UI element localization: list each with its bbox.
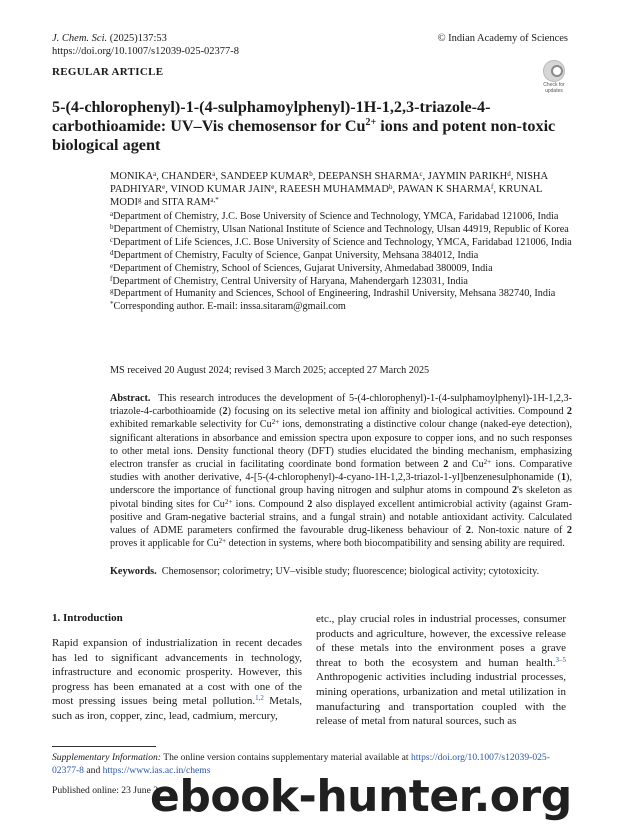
affiliation-item (110, 224, 572, 237)
author-name: RAEESH MUHAMMAD (279, 184, 389, 195)
keywords-label: Keywords. (110, 566, 157, 577)
publisher-notice: © Indian Academy of Sciences (437, 33, 568, 44)
author-name: JAYMIN PARIKH (427, 171, 508, 182)
affiliation-item (110, 250, 572, 263)
keywords (110, 566, 572, 577)
author-affiliation-mark: a (153, 170, 157, 178)
author-affiliation-mark: e (271, 183, 275, 191)
affiliation-item (110, 301, 572, 314)
author-list: MONIKA$^a$, CHANDER$^a$, SANDEEP KUMAR$^b$, DEEPANSH SHARMA$^c$, JAYMIN PARIKH$^d$, NISHA PADHIYAR$^e$, VINOD KUMAR JAIN$^e$, RAEESH MUHAMMAD$^b$, PAWAN K SHARMA$^f$, KRUNAL MODI$^g$ and SITA $RAM^{a,*}$ (110, 170, 548, 208)
author-affiliation-mark: d (507, 170, 511, 178)
author-name: MONIKA (110, 171, 154, 182)
affiliation-key: e (110, 261, 114, 270)
author-affiliation-mark: a,* (210, 196, 219, 204)
article-title: 5-(4-chlorophenyl)-1-(4-sulphamoylphenyl)-1H-1,2,3-triazole-4-carbothioamide: UV–Vis chemosensor for $Cu^{2+}$ ions and potent non-toxic biological agent (52, 98, 556, 154)
citation-ref[interactable]: 1,2 (255, 694, 264, 703)
article-type: REGULAR ARTICLE (52, 66, 164, 78)
affiliation-key: c (110, 235, 114, 244)
abstract-label: Abstract. (110, 393, 151, 404)
author-name: SITA RAM (161, 197, 211, 208)
affiliation-item (110, 237, 572, 250)
affiliation-text: Department of Chemistry, Ulsan National Institute of Science and Technology, Ulsan 44919, Republic of Korea (113, 223, 569, 235)
affiliation-key: a (110, 210, 114, 218)
author-name: VINOD KUMAR JAIN (170, 184, 272, 195)
doi-link[interactable]: https://doi.org/10.1007/s12039-025-02377-8 (52, 46, 240, 57)
journal-website-link[interactable]: https://www.ias.ac.in/chems (102, 764, 211, 776)
check-for-updates-badge[interactable] (540, 60, 568, 92)
abstract: Abstract. This research introduces the development of 5-(4-chlorophenyl)-1-(4-sulphamoylphenyl)-1H-1,2,3-triazole-4-carbothioamide (2) focusing on its selective metal ion affinity and biological activities. Compound 2 exhibited remarkable selectivity for $Cu^{2+}$ ions, demonstrating a distinctive colour change (naked-eye detection), significant alterations in absorbance and emission spectra upon exposure to copper ions, and no such responses to other metal ions. Density functional theory (DFT) studies elucidated the binding mechanism, emphasizing electron transfer as crucial in facilitating coordinate bond formation between 2 and $Cu^{2+}$ ions. Comparative studies with another derivative, 4-[5-(4-chlorophenyl)-4-cyano-1H-1,2,3-triazol-1-yl]benzenesulphonamide (1), underscore the importance of functional group having nitrogen and sulphur atoms in compound 2's skeleton as pivotal binding sites for $Cu^{2+}$ ions. Compound 2 also displayed excellent antimicrobial activity (against Gram-positive and Gram-negative bacterial strains, and a fungal strain) and notable antioxidant activity. Calculated values of ADME parameters confirmed the favourable drug-likeness behaviour of 2. Non-toxic nature of 2 proves it applicable for $Cu^{2+}$ detection in systems, where both biocompatibility and sensing ability are required. (110, 393, 573, 550)
affiliation-key: f (110, 274, 113, 283)
author-affiliation-mark: b (309, 170, 313, 178)
intro-column-right: etc., play crucial roles in industrial processes, consumer products and agriculture, however, the excessive release of these metals into the environment poses a grave threat to both the ecosystem and human health.$^{3-5}$ Anthropogenic activities including industrial processes, mining operations, urbanization and metal utilization in manufacturing and transportation coupled with the release of metal from natural sources, such as (316, 613, 566, 728)
author-affiliation-mark: e (162, 183, 166, 191)
affiliation-item (110, 211, 572, 224)
supplementary-label: Supplementary Information: (52, 752, 161, 763)
author-affiliation-mark: f (491, 183, 494, 191)
affiliation-text: Corresponding author. E-mail: inssa.sitaram@gmail.com (113, 301, 346, 313)
affiliation-item (110, 276, 572, 289)
affiliation-text: Department of Chemistry, Faculty of Science, Ganpat University, Mehsana 384012, India (113, 249, 479, 261)
author-name: SANDEEP KUMAR (220, 171, 310, 182)
affiliations (110, 211, 572, 314)
affiliation-text: Department of Chemistry, J.C. Bose University of Science and Technology, YMCA, Faridabad 121006, India (113, 211, 559, 222)
affiliation-key: g (110, 287, 114, 296)
supplementary-doi-link[interactable]: https://doi.org/10.1007/s12039-025-02377-8 (52, 752, 550, 776)
section-heading-introduction: 1. Introduction (52, 612, 123, 624)
author-name: KRUNAL MODI (110, 184, 542, 208)
watermark: ebook-hunter.org (150, 771, 572, 822)
published-date: Published online: 23 June 2 (52, 785, 159, 796)
affiliation-text: Department of Humanity and Sciences, School of Engineering, Indrashil University, Mehsana 382740, India (113, 288, 556, 300)
intro-column-left: Rapid expansion of industrialization in recent decades has led to significant advancements in technology, infrastructure and economic prosperity. However, this progress has been emanated at a cost with one of the most pressing issues being metal pollution.$^{1,2}$ Metals, such as iron, copper, zinc, lead, cadmium, mercury, (52, 637, 302, 722)
journal-details: (2025)137:53 (107, 33, 167, 44)
check-for-updates-icon (543, 60, 565, 82)
affiliation-text: Department of Life Sciences, J.C. Bose University of Science and Technology, YMCA, Faridabad 121006, India (113, 236, 572, 248)
keywords-text: Chemosensor; colorimetry; UV–visible study; fluorescence; biological activity; cytotoxicity. (161, 566, 540, 577)
author-affiliation-mark: a (212, 170, 216, 178)
author-affiliation-mark: c (419, 170, 423, 178)
supplementary-info: Supplementary Information: The online version contains supplementary material available at https://doi.org/10.1007/s12039-025-02377-8 and https://www.ias.ac.in/chems (52, 752, 550, 776)
affiliation-key: b (110, 222, 114, 231)
manuscript-dates: MS received 20 August 2024; revised 3 March 2025; accepted 27 March 2025 (110, 365, 430, 376)
affiliation-item (110, 288, 572, 301)
journal-name: J. Chem. Sci. (52, 33, 108, 44)
affiliation-key: d (110, 248, 114, 257)
affiliation-text: Department of Chemistry, Central University of Haryana, Mahendergarh 123031, India (112, 275, 468, 287)
affiliation-text: Department of Chemistry, School of Sciences, Gujarat University, Ahmedabad 380009, India (113, 262, 493, 274)
author-name: DEEPANSH SHARMA (318, 171, 420, 182)
author-name: PAWAN K SHARMA (397, 184, 492, 195)
author-affiliation-mark: b (388, 183, 393, 191)
affiliation-key: * (110, 300, 114, 309)
author-name: NISHA PADHIYAR (110, 171, 548, 195)
affiliation-item (110, 263, 572, 276)
journal-citation (52, 32, 167, 45)
author-affiliation-mark: g (138, 196, 142, 204)
footnote-divider (52, 746, 156, 747)
author-name: CHANDER (161, 171, 213, 182)
badge-label: Check for updates (543, 82, 565, 94)
citation-ref[interactable]: 3–5 (555, 655, 566, 664)
